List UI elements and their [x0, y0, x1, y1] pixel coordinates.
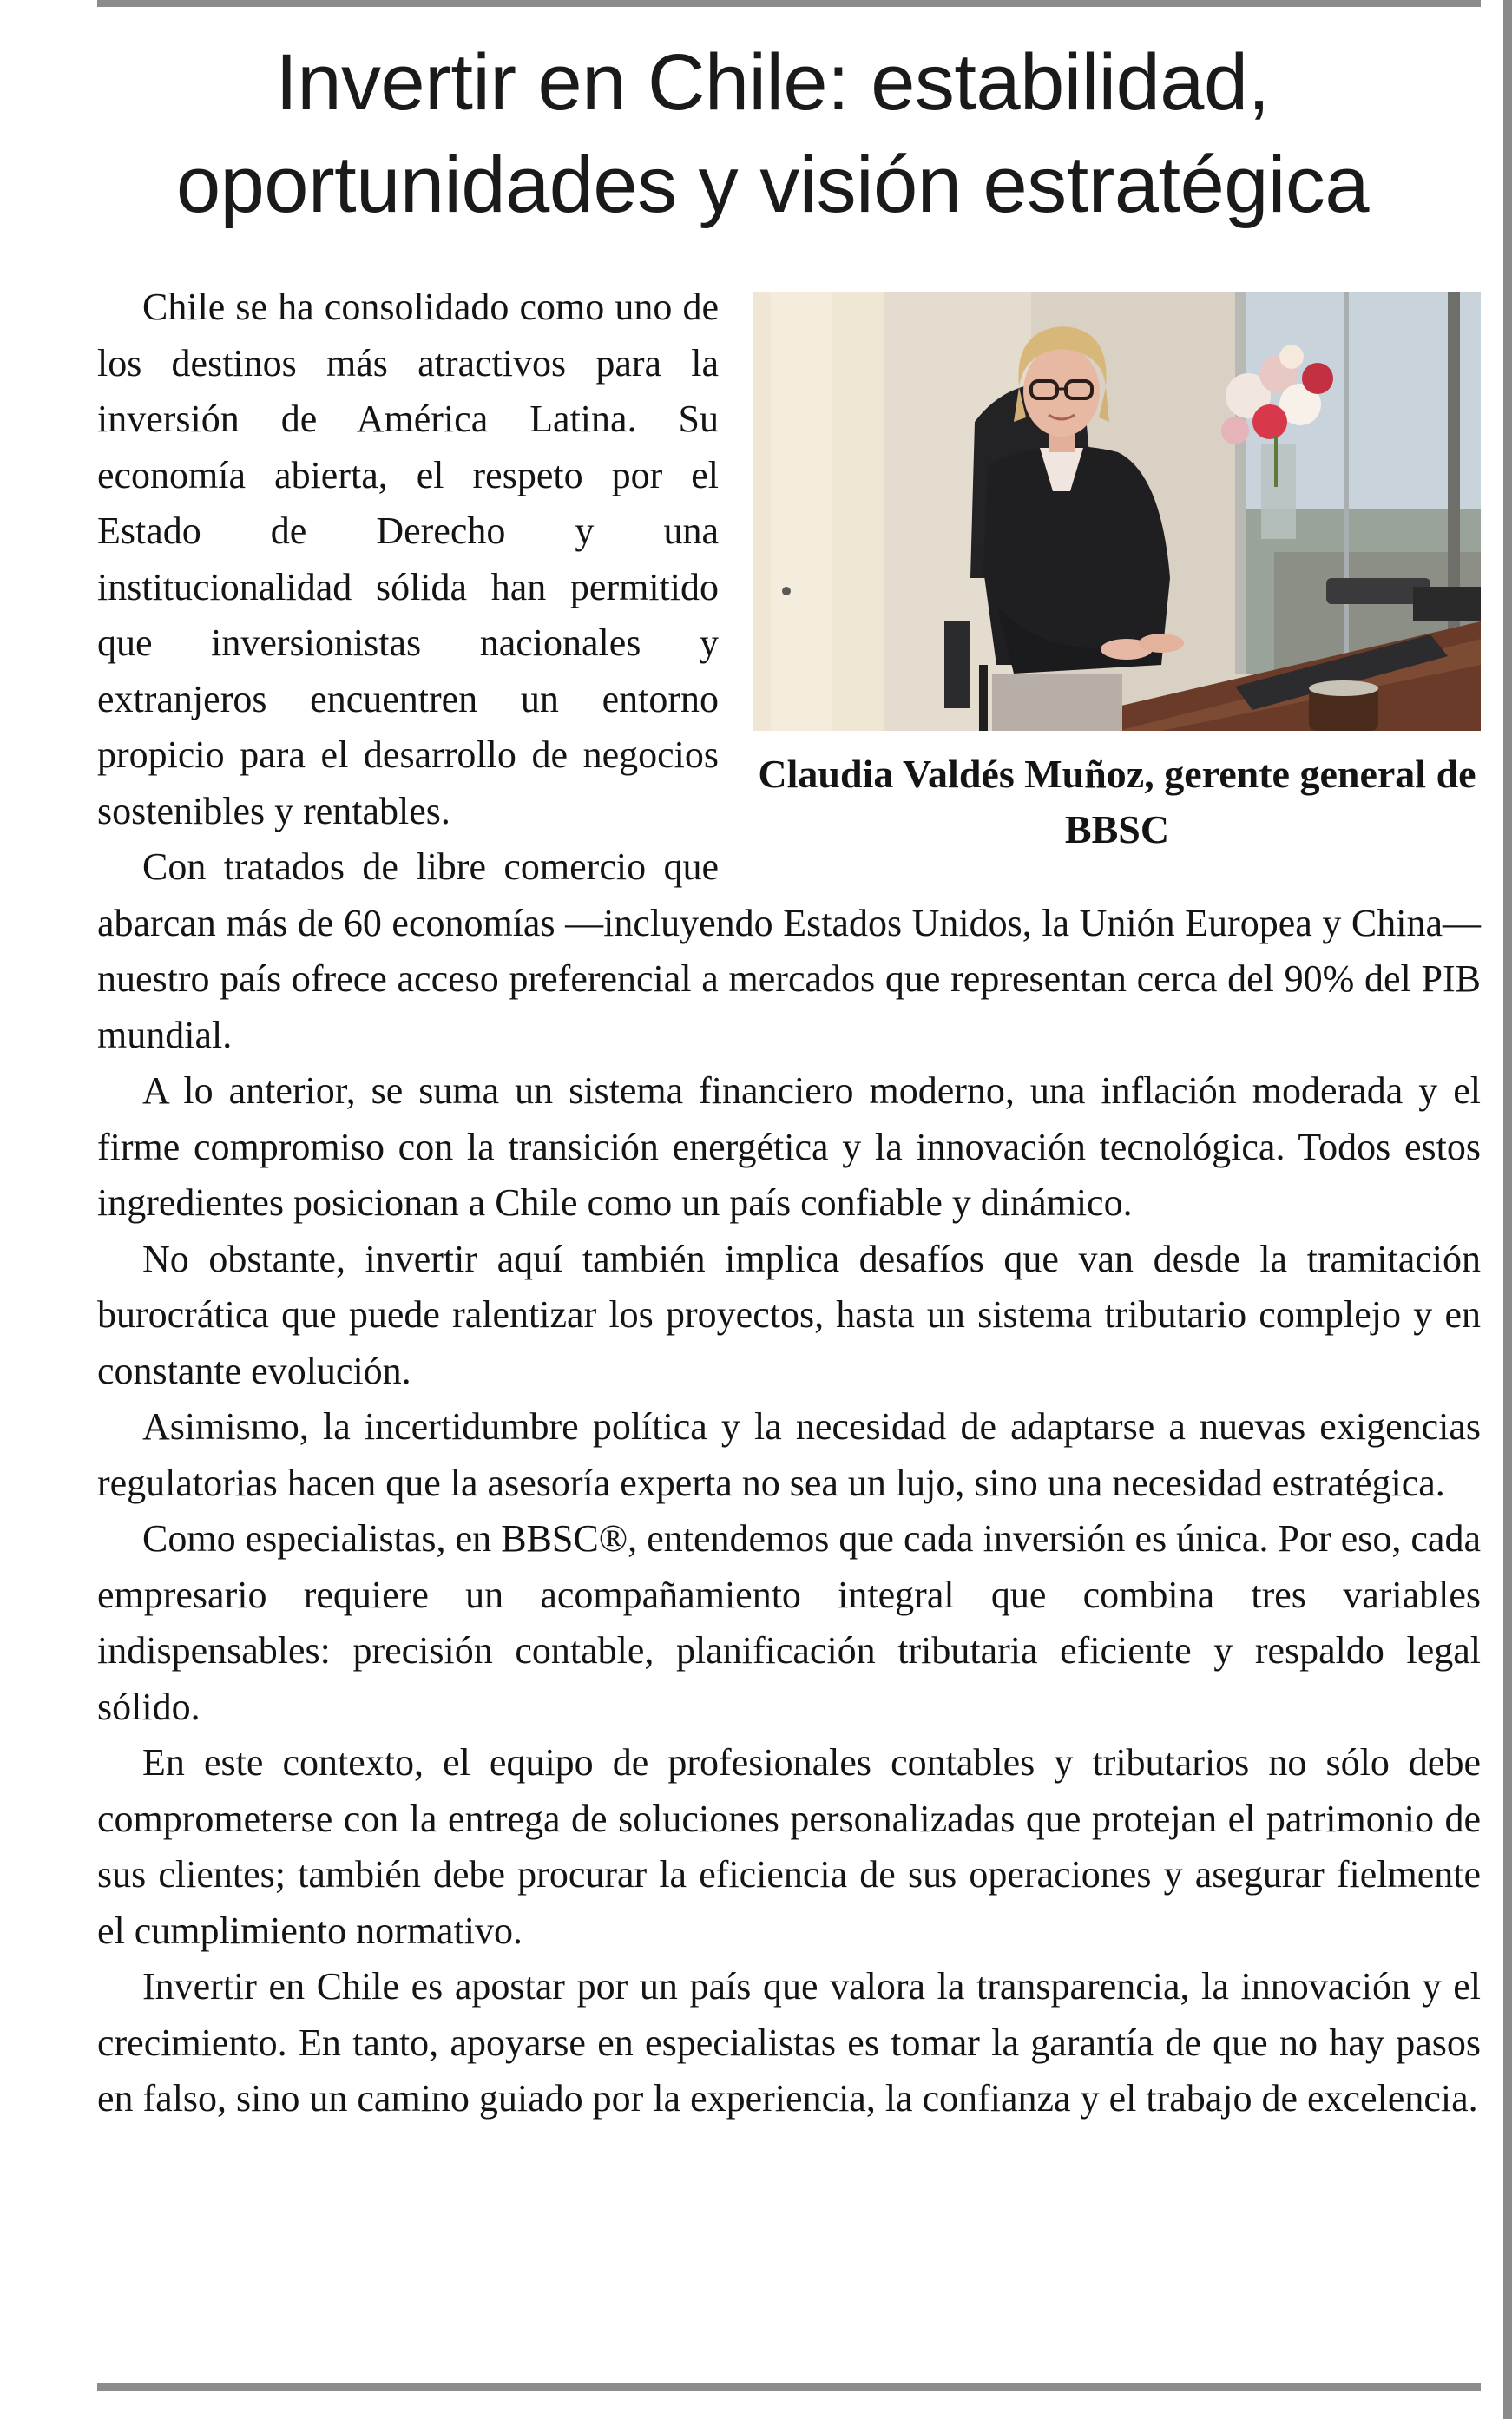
page-edge-border	[1503, 0, 1512, 2419]
paragraph-4: No obstante, invertir aquí también implica desafíos que van desde la tramitación burocrática que puede ralentizar los proyectos, hasta un sistema tributario complejo y en constante evolución.	[97, 1237, 1481, 1392]
paragraph-8: Invertir en Chile es apostar por un país que valora la transparencia, la innovación y el crecimiento. En tanto, apoyarse en especialistas es tomar la garantía de que no hay pasos en falso, sino un camino guiado por la experiencia, la confianza y el trabajo de excelencia.	[97, 1965, 1481, 2120]
paragraph-6: Como especialistas, en BBSC®, entendemos que cada inversión es única. Por eso, cada empresario requiere un acompañamiento integral que combina tres variables indispensables: precisión contable, planificación tributaria eficiente y respaldo legal sólido.	[97, 1517, 1481, 1728]
article-body	[97, 279, 1481, 2127]
paragraph-1: Chile se ha consolidado como uno de los destinos más atractivos para la inversión de América Latina. Su economía abierta, el respeto por el Estado de Derecho y una institucionalidad sólida han permitido que inversionistas nacionales y extranjeros encuentren un entorno propicio para el desarrollo de negocios sostenibles y rentables.	[97, 286, 719, 832]
paragraph-2: Con tratados de libre comercio que abarcan más de 60 economías —incluyendo Estados Unidos, la Unión Europea y China—nuestro país ofrece acceso preferencial a mercados que representan cerca del 90% del PIB mundial.	[97, 845, 1481, 1056]
paragraph-3: A lo anterior, se suma un sistema financiero moderno, una inflación moderada y el firme compromiso con la transición energética y la innovación tecnológica. Todos estos ingredientes posicionan a Chile como un país confiable y dinámico.	[97, 1069, 1481, 1224]
bottom-rule	[97, 2383, 1481, 2391]
headline	[52, 31, 1493, 236]
headline-line-2: oportunidades y visión estratégica	[175, 141, 1370, 229]
portrait-photo	[753, 292, 1481, 731]
paragraph-7: En este contexto, el equipo de profesionales contables y tributarios no sólo debe comprometerse con la entrega de soluciones personalizadas que protejan el patrimonio de sus clientes; también debe procurar la eficiencia de sus operaciones y asegurar fielmente el cumplimiento normativo.	[97, 1741, 1481, 1952]
top-rule	[97, 0, 1481, 7]
photo-caption: Claudia Valdés Muñoz, gerente general de BBSC	[758, 752, 1476, 851]
photo-figure	[753, 292, 1481, 858]
headline-line-1: Invertir en Chile: estabilidad,	[275, 38, 1270, 127]
paragraph-5: Asimismo, la incertidumbre política y la necesidad de adaptarse a nuevas exigencias regulatorias hacen que la asesoría experta no sea un lujo, sino una necesidad estratégica.	[97, 1405, 1481, 1504]
